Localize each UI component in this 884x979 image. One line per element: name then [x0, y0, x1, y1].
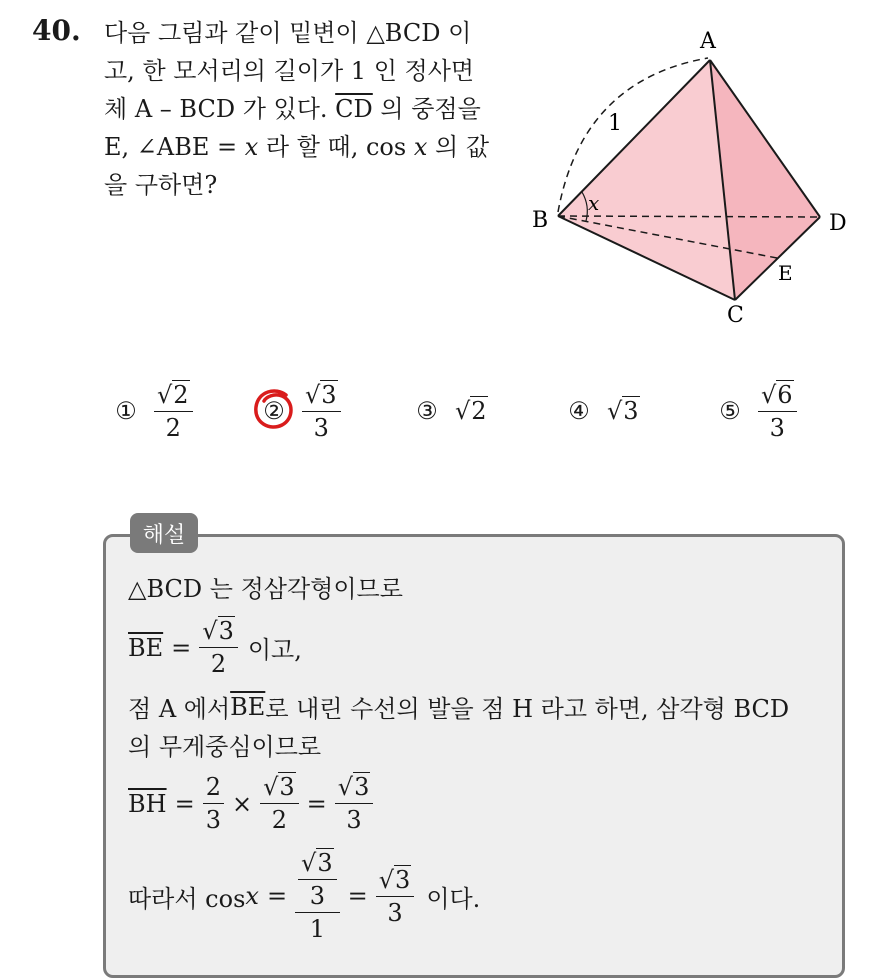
selected-answer-mark — [252, 387, 296, 433]
choice-2[interactable] — [258, 375, 341, 447]
solution-line-6: 따라서 cos x = $\frac{\frac{√3}{3}}{1}$ = $\frac{√3}{3}$ 이다. — [128, 849, 481, 943]
solution-tag: 해설 — [130, 513, 198, 553]
question-line-3: 체 A – BCD 가 있다. $\overline{CD}$ 의 중점을 — [104, 95, 481, 123]
question-text — [104, 14, 514, 204]
question-line-2: 고, 한 모서리의 길이가 1 인 정사면 — [104, 57, 475, 85]
solution-line-4: 의 무게중심이므로 — [128, 733, 322, 761]
label-angle: x — [588, 191, 600, 215]
question-line-4: E, ∠ABE = x 라 할 때, cos x 의 값 — [104, 133, 490, 161]
solution-line-2: $\overline{BE}$ = $\frac{√3}{2}$ 이고, — [128, 617, 302, 678]
question-line-5: 을 구하면? — [104, 171, 218, 199]
solution-box — [103, 534, 845, 978]
choice-1[interactable] — [110, 375, 193, 447]
choice-number: ⑤ — [719, 397, 741, 425]
choice-value: $\frac{√6}{3}$ — [758, 381, 797, 442]
tetrahedron-figure — [520, 20, 860, 330]
choice-value: √2 — [455, 397, 487, 425]
solution-line-5: $\overline{BH}$ = $\frac{2}{3}$ × $\frac{√3}{2}$ = $\frac{√3}{3}$ — [128, 773, 373, 834]
question-line-1: 다음 그림과 같이 밑변이 △BCD 이 — [104, 19, 472, 47]
choice-number: ② — [258, 397, 290, 425]
segment-be: $\overline{BE}$ — [128, 633, 164, 662]
question-number: 40. — [32, 14, 81, 47]
label-e: E — [778, 261, 793, 285]
segment-cd: $\overline{CD}$ — [335, 95, 373, 123]
choice-number: ① — [115, 397, 137, 425]
label-c: C — [727, 303, 744, 328]
label-d: D — [829, 211, 847, 236]
choice-3[interactable] — [411, 375, 488, 447]
choice-number: ③ — [416, 397, 438, 425]
choice-4[interactable] — [563, 375, 640, 447]
solution-line-1: △BCD 는 정삼각형이므로 — [128, 575, 403, 603]
label-b: B — [532, 208, 549, 233]
label-edge-length: 1 — [608, 111, 622, 136]
label-a: A — [700, 29, 716, 54]
choice-value: $\frac{√2}{2}$ — [154, 381, 193, 442]
face-abc — [558, 60, 735, 300]
choice-value: $\frac{√3}{3}$ — [302, 381, 341, 442]
segment-bh: $\overline{BH}$ — [128, 789, 167, 818]
solution-line-3: 점 A 에서 $\overline{BE}$ 로 내린 수선의 발을 점 H 라고 하면, 삼각형 BCD — [128, 692, 790, 723]
choice-5[interactable] — [714, 375, 797, 447]
answer-choices — [0, 375, 884, 455]
segment-be-2: $\overline{BE}$ — [230, 692, 266, 721]
choice-number: ④ — [568, 397, 590, 425]
choice-value: √3 — [607, 397, 639, 425]
